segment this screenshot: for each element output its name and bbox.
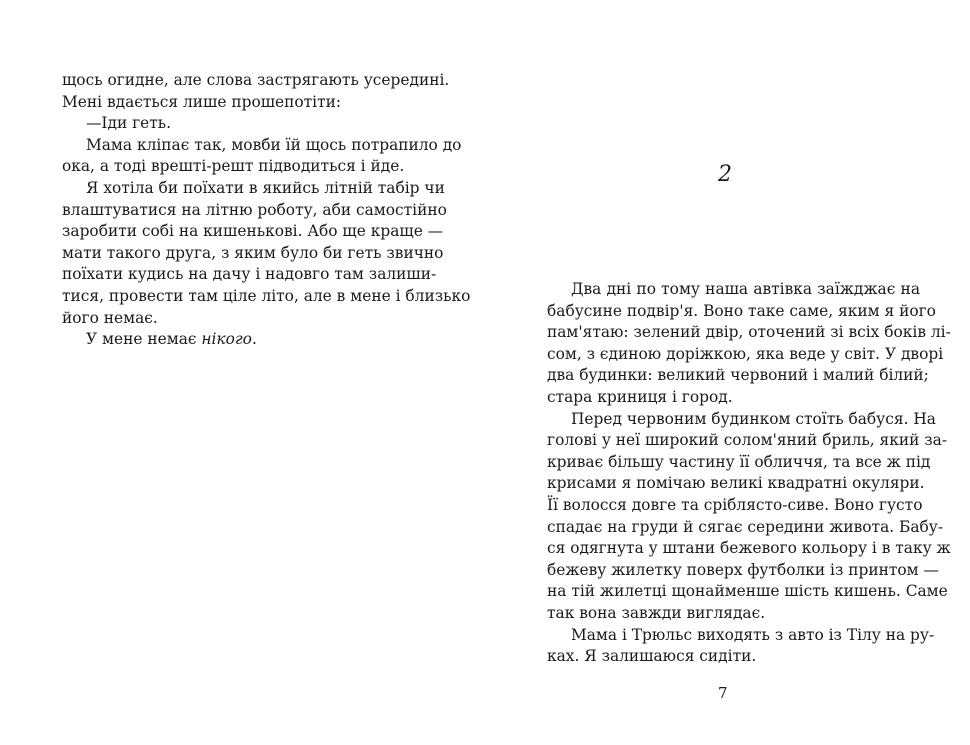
text-line: —Іди геть. <box>86 114 172 133</box>
text-line: Її волосся довге та сріблясто-сиве. Воно густо <box>547 495 923 514</box>
text-line: Мені вдається лише прошепотіти: <box>62 92 342 111</box>
text-line: Перед червоним будинком стоїть бабуся. На <box>571 409 936 428</box>
text-line: голові у неї широкий солом'яний бриль, який за- <box>547 431 948 450</box>
text-line: ся одягнута у штани бежевого кольору і в таку ж <box>547 539 951 558</box>
right-text-column <box>547 279 951 668</box>
text-line: тися, провести там ціле літо, але в мене і близько <box>62 286 471 305</box>
text-line: крисами я помічаю великі квадратні окуляри. <box>547 474 925 493</box>
text-line: поїхати кудись на дачу і надовго там залиши- <box>62 265 437 284</box>
text-line: бабусине подвір'я. Воно таке саме, яким я його <box>547 301 936 320</box>
text-line: сом, з єдиною доріжкою, яка веде у світ. У дворі <box>547 344 944 363</box>
text-line: заробити собі на кишенькові. Або ще краще — <box>62 222 444 241</box>
text-line: Мама і Трюльс виходять з авто із Тілу на ру- <box>571 625 935 644</box>
text-line: Я хотіла би поїхати в якийсь літній табір чи <box>86 178 445 197</box>
page-number: 7 <box>718 684 728 702</box>
text-line: мати такого друга, з яким було би геть звично <box>62 243 444 262</box>
chapter-number: 2 <box>718 162 732 187</box>
text-line: спадає на груди й сягає середини живота. Бабу- <box>547 517 944 536</box>
text-line: його немає. <box>62 308 158 327</box>
text-line: на тій жилетці щонайменше шість кишень. Саме <box>547 582 948 601</box>
text-line: ока, а тоді врешті-решт підводиться і йде. <box>62 157 405 176</box>
text-line: два будинки: великий червоний і малий білий; <box>547 366 929 385</box>
text-line: ках. Я залишаюся сидіти. <box>547 647 757 666</box>
text-line: бежеву жилетку поверх футболки із принтом — <box>547 560 939 579</box>
right-page <box>485 0 970 745</box>
text-line: криває більшу частину її обличчя, та все ж під <box>547 452 931 471</box>
text-line: стара криниця і город. <box>547 387 733 406</box>
text-line: Мама кліпає так, мовби їй щось потрапило до <box>86 135 462 154</box>
text-line: Два дні по тому наша автівка заїжджає на <box>571 280 920 298</box>
text-line: пам'ятаю: зелений двір, оточений зі всіх боків лі- <box>547 323 951 342</box>
left-text-column <box>62 70 471 351</box>
text-line: У мене немає нікого. <box>86 330 257 349</box>
text-line: щось огидне, але слова застрягають усередині. <box>62 71 450 89</box>
text-line: так вона завжди виглядає. <box>547 603 766 622</box>
text-line: влаштуватися на літню роботу, аби самостійно <box>62 200 447 219</box>
